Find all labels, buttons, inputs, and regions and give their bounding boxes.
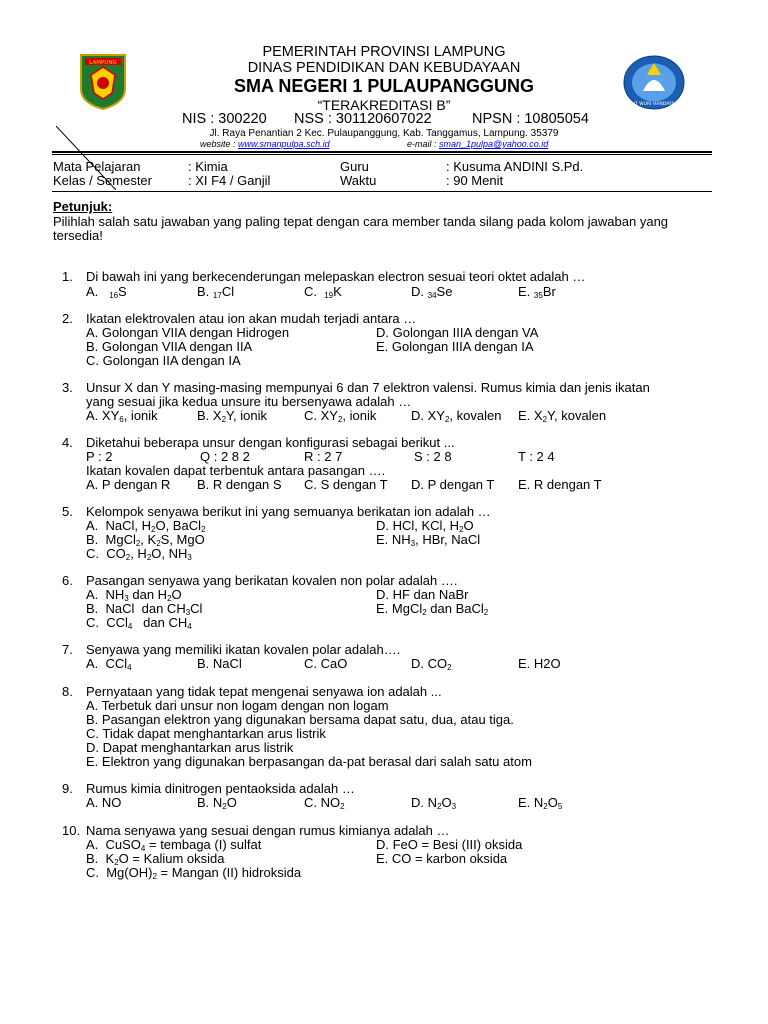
q6-option-b[interactable]: B. NaCl dan $CH_3Cl$	[86, 601, 203, 617]
instructions-title: Petunjuk:	[53, 199, 113, 214]
q4-option-a[interactable]: A. P dengan R	[86, 477, 171, 492]
email-label: e-mail :	[407, 139, 440, 149]
q8-option-c[interactable]: C. Tidak dapat menghantarkan arus listrik	[86, 726, 326, 741]
header-divider	[52, 151, 712, 153]
contact-line	[200, 139, 600, 149]
q1-option-a[interactable]: A. 16S	[86, 284, 127, 300]
header-divider-thin	[52, 154, 712, 155]
teacher-label: Guru	[340, 159, 369, 174]
q9-option-d[interactable]: D. $N_2O_3$	[411, 795, 457, 811]
email-link[interactable]: sman_1pulpa@yahoo.co.id	[439, 139, 549, 149]
q6-text: Pasangan senyawa yang berikatan kovalen non polar adalah ….	[86, 573, 458, 588]
instructions-line1: Pilihlah salah satu jawaban yang paling tepat dengan cara member tanda silang pada kolom jawaban yang	[53, 214, 669, 229]
q4-option-d[interactable]: D. P dengan T	[411, 477, 495, 492]
q5-option-e[interactable]: E. $NH_3$, HBr, NaCl	[376, 532, 481, 548]
q3-option-e[interactable]: E. $X_2Y$, kovalen	[518, 408, 607, 424]
q3-option-a[interactable]: A. $XY_6$, ionik	[86, 408, 158, 424]
q5-option-d[interactable]: D. HCl, KCl, $H_2O$	[376, 518, 474, 534]
q2-number: 2.	[62, 311, 73, 326]
q1-option-e[interactable]: E. 35Br	[518, 284, 556, 300]
class-value: : XI F4 / Ganjil	[188, 173, 271, 188]
q2-option-c[interactable]: C. Golongan IIA dengan IA	[86, 353, 241, 368]
q4-config-t: T : 2 4	[518, 449, 555, 464]
q9-option-a[interactable]: A. NO	[86, 795, 122, 810]
q3-option-b[interactable]: B. $X_2Y$, ionik	[197, 408, 267, 424]
q7-option-a[interactable]: A. CCl$_4$	[86, 656, 132, 672]
header-government: PEMERINTAH PROVINSI LAMPUNG	[262, 44, 506, 60]
q10-option-e[interactable]: E. CO = karbon oksida	[376, 851, 508, 866]
q5-text: Kelompok senyawa berikut ini yang semuanya berikatan ion adalah …	[86, 504, 491, 519]
q4-text-2: Ikatan kovalen dapat terbentuk antara pasangan ….	[86, 463, 386, 478]
q6-number: 6.	[62, 573, 73, 588]
q7-text: Senyawa yang memiliki ikatan kovalen polar adalah….	[86, 642, 401, 657]
q6-option-c[interactable]: C. CCl$_4$ dan $CH_4$	[86, 615, 192, 631]
q4-option-c[interactable]: C. S dengan T	[304, 477, 388, 492]
q2-option-e[interactable]: E. Golongan IIIA dengan IA	[376, 339, 534, 354]
q4-config-q: Q : 2 8 2	[200, 449, 250, 464]
q10-number: 10.	[62, 823, 81, 838]
q10-option-b[interactable]: B. $K_2O$ = Kalium oksida	[86, 851, 225, 867]
q9-number: 9.	[62, 781, 73, 796]
q8-option-e[interactable]: E. Elektron yang digunakan berpasangan da-pat berasal dari salah satu atom	[86, 754, 532, 769]
subject-value: : Kimia	[188, 159, 228, 174]
q7-option-d[interactable]: D. $CO_2$	[411, 656, 452, 672]
q1-option-c[interactable]: C. 19K	[304, 284, 342, 300]
nss: NSS : 301120607022	[294, 111, 432, 127]
q9-text: Rumus kimia dinitrogen pentaoksida adalah …	[86, 781, 355, 796]
q8-text: Pernyataan yang tidak tepat mengenai senyawa ion adalah ...	[86, 684, 442, 699]
q2-option-b[interactable]: B. Golongan VIIA dengan IIA	[86, 339, 253, 354]
q5-option-c[interactable]: C. $CO_2$, $H_2O$, $NH_3$	[86, 546, 192, 562]
q3-option-d[interactable]: D. $XY_2$, kovalen	[411, 408, 502, 424]
q9-option-b[interactable]: B. $N_2O$	[197, 795, 237, 811]
q5-number: 5.	[62, 504, 73, 519]
q8-option-d[interactable]: D. Dapat menghantarkan arus listrik	[86, 740, 294, 755]
q6-option-e[interactable]: E. MgCl$_2$ dan BaCl$_2$	[376, 601, 489, 617]
q3-text: Unsur X dan Y masing-masing mempunyai 6 dan 7 elektron valensi. Rumus kimia dan jenis ikatan	[86, 380, 650, 395]
q6-option-d[interactable]: D. HF dan NaBr	[376, 587, 469, 602]
q4-config-s: S : 2 8	[414, 449, 452, 464]
q8-number: 8.	[62, 684, 73, 699]
time-value: : 90 Menit	[446, 173, 504, 188]
q3-option-c[interactable]: C. $XY_2$, ionik	[304, 408, 377, 424]
q4-option-e[interactable]: E. R dengan T	[518, 477, 602, 492]
q4-config-r: R : 2 7	[304, 449, 343, 464]
q1-option-b[interactable]: B. 17Cl	[197, 284, 235, 300]
q2-text: Ikatan elektrovalen atau ion akan mudah terjadi antara …	[86, 311, 417, 326]
q1-text: Di bawah ini yang berkecenderungan melepaskan electron sesuai teori oktet adalah …	[86, 269, 586, 284]
q1-number: 1.	[62, 269, 73, 284]
q4-option-b[interactable]: B. R dengan S	[197, 477, 282, 492]
q7-option-c[interactable]: C. CaO	[304, 656, 348, 671]
q3-number: 3.	[62, 380, 73, 395]
school-address: Jl. Raya Penantian 2 Kec. Pulaupanggung, Kab. Tanggamus, Lampung. 35379	[209, 128, 559, 139]
npsn: NPSN : 10805054	[472, 111, 589, 127]
q7-number: 7.	[62, 642, 73, 657]
info-divider	[52, 191, 712, 192]
q9-option-e[interactable]: E. $N_2O_5$	[518, 795, 563, 811]
q4-config-p: P : 2	[86, 449, 113, 464]
accreditation: “TERAKREDITASI B”	[317, 97, 451, 113]
school-name: SMA NEGERI 1 PULAUPANGGUNG	[233, 76, 535, 96]
q7-option-b[interactable]: B. NaCl	[197, 656, 242, 671]
website-link[interactable]: www.smanpulpa.sch.id	[238, 139, 330, 149]
q2-option-d[interactable]: D. Golongan IIIA dengan VA	[376, 325, 539, 340]
time-label: Waktu	[340, 173, 377, 188]
nis: NIS : 300220	[182, 111, 267, 127]
q2-option-a[interactable]: A. Golongan VIIA dengan Hidrogen	[86, 325, 290, 340]
q8-option-a[interactable]: A. Terbetuk dari unsur non logam dengan non logam	[86, 698, 389, 713]
class-label: Kelas / Semester	[53, 173, 152, 188]
q5-option-a[interactable]: A. NaCl, $H_2O$, BaCl$_2$	[86, 518, 206, 534]
website-label: website :	[200, 139, 239, 149]
q10-option-d[interactable]: D. FeO = Besi (III) oksida	[376, 837, 523, 852]
q4-text: Diketahui beberapa unsur dengan konfigurasi sebagai berikut ...	[86, 435, 455, 450]
q10-text: Nama senyawa yang sesuai dengan rumus kimianya adalah …	[86, 823, 450, 838]
q10-option-c[interactable]: C. $Mg(OH)_2$ = Mangan (II) hidroksida	[86, 865, 302, 881]
logo-left-text: LAMPUNG	[89, 60, 117, 66]
teacher-value: : Kusuma ANDINI S.Pd.	[446, 159, 584, 174]
q7-option-e[interactable]: E. H2O	[518, 656, 561, 671]
q8-option-b[interactable]: B. Pasangan elektron yang digunakan bersama dapat satu, dua, atau tiga.	[86, 712, 514, 727]
subject-label: Mata Pelajaran	[53, 159, 141, 174]
q4-number: 4.	[62, 435, 73, 450]
q5-option-b[interactable]: B. MgCl$_2$, $K_2S$, MgO	[86, 532, 205, 548]
q9-option-c[interactable]: C. $NO_2$	[304, 795, 345, 811]
q6-option-a[interactable]: A. $NH_3$ dan $H_2O$	[86, 587, 182, 603]
q10-option-a[interactable]: A. CuSO$_4$ = tembaga (I) sulfat	[86, 837, 262, 853]
q3-text-2: yang sesuai jika kedua unsure itu bersenyawa adalah …	[86, 394, 412, 409]
q1-option-d[interactable]: D. 34Se	[411, 284, 453, 300]
header-department: DINAS PENDIDIKAN DAN KEBUDAYAAN	[247, 60, 521, 76]
logo-right-text: TUT WURI HANDAYANI	[629, 102, 679, 107]
instructions-line2: tersedia!	[53, 228, 103, 243]
